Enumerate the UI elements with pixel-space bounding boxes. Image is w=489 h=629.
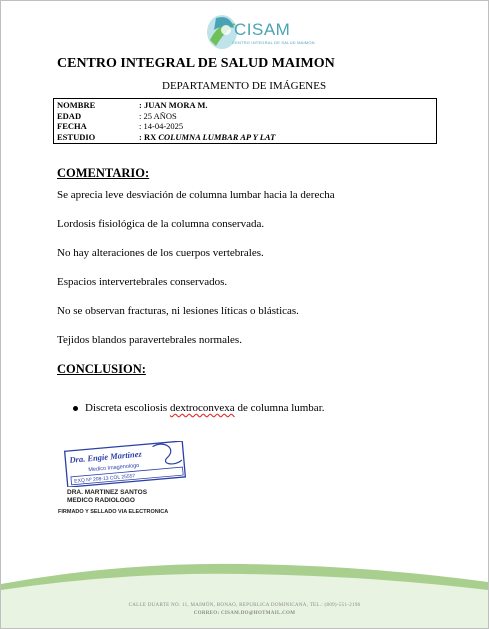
doctor-name: DRA. MARTINEZ SANTOS — [67, 489, 148, 496]
name-label: NOMBRE — [57, 100, 96, 110]
signature-note: FIRMADO Y SELLADO VIA ELECTRONICA — [58, 509, 169, 515]
comment-line: No hay alteraciones de los cuerpos vertebrales. — [57, 247, 264, 259]
name-value: : JUAN MORA M. — [139, 100, 208, 110]
comment-line: Se aprecia leve desviación de columna lumbar hacia la derecha — [57, 189, 335, 201]
doctor-stamp-icon — [62, 441, 190, 487]
department-heading: DEPARTAMENTO DE IMÁGENES — [162, 80, 327, 92]
conclusion-item-prefix: Discreta escoliosis — [85, 402, 170, 414]
footer-wave-decoration — [1, 562, 488, 628]
patient-info-box — [53, 98, 437, 144]
conclusion-item-flagged-word: dextroconvexa — [169, 402, 235, 414]
comment-line: Lordosis fisiológica de la columna conservada. — [57, 218, 265, 230]
study-value-rest: COLUMNA LUMBAR AP Y LAT — [158, 131, 276, 142]
study-label: ESTUDIO — [57, 131, 96, 142]
comment-line: Espacios intervertebrales conservados. — [57, 276, 228, 288]
footer-email: CORREO: CISAM.DO@HOTMAIL.COM — [193, 611, 296, 616]
comment-line: Tejidos blandos paravertebrales normales. — [57, 334, 242, 346]
info-row-study — [57, 132, 433, 143]
logo-text: CISAM — [234, 20, 291, 39]
info-row-name — [57, 100, 433, 111]
age-label: EDAD — [57, 110, 82, 121]
signature-block — [67, 489, 147, 505]
conclusion-heading: CONCLUSION: — [57, 362, 146, 376]
stamp-line3: EXQ Nº 208-13 COL 25557 — [74, 473, 136, 485]
comment-line: No se observan fracturas, ni lesiones líticas o blásticas. — [57, 305, 299, 317]
study-value — [139, 132, 275, 143]
footer-address: CALLE DUARTE NO. 11, MAIMÓN, BONAO, REPUBLICA DOMINICANA, TEL.: (809)-551-2196 — [128, 603, 361, 608]
logo-subtext: CENTRO INTEGRAL DE SALUD MAIMON — [232, 40, 315, 45]
age-value: : 25 AÑOS — [139, 110, 177, 121]
conclusion-item-suffix: de columna lumbar. — [234, 402, 325, 414]
document-title: CENTRO INTEGRAL DE SALUD MAIMON — [57, 56, 335, 71]
info-row-age — [57, 111, 433, 122]
doctor-role: MEDICO RADIOLOGO — [67, 497, 135, 504]
stamp-line2: Medico Imagenologo — [88, 462, 140, 474]
study-value-prefix: : RX — [139, 131, 157, 142]
bullet-icon — [73, 406, 78, 411]
date-value: : 14-04-2025 — [139, 121, 184, 131]
info-row-date — [57, 121, 433, 132]
conclusion-item — [85, 402, 325, 414]
comment-heading: COMENTARIO: — [57, 166, 150, 180]
date-label: FECHA — [57, 121, 87, 131]
stamp-line1: Dra. Engie Martinez — [68, 448, 143, 465]
